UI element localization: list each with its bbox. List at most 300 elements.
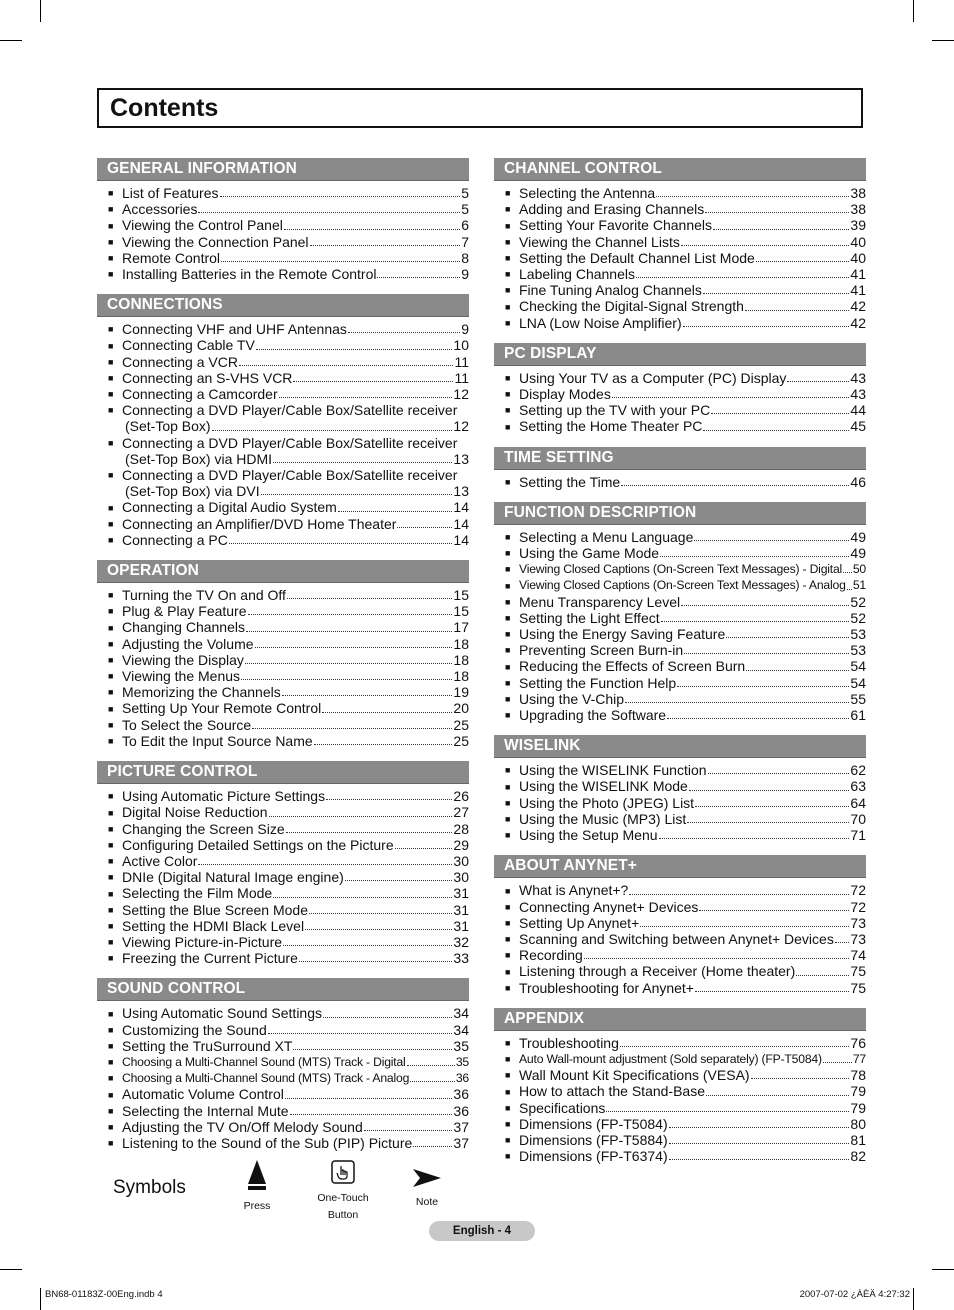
section-heading: APPENDIX	[494, 1008, 866, 1031]
dot-leader	[256, 349, 453, 350]
entry-label: Connecting a DVD Player/Cable Box/Satellite receiver	[122, 434, 458, 451]
toc-entry[interactable]	[494, 474, 866, 490]
dot-leader	[314, 744, 453, 745]
page-number: 27	[453, 804, 469, 821]
toc-entry[interactable]	[97, 499, 469, 515]
page-number: 63	[850, 778, 866, 795]
entry-label: Viewing Picture-in-Picture	[122, 933, 283, 950]
section-items	[97, 784, 469, 978]
toc-entry[interactable]	[97, 337, 469, 353]
toc-entry[interactable]	[97, 804, 469, 820]
toc-entry[interactable]	[97, 603, 469, 619]
toc-entry[interactable]	[494, 762, 866, 778]
entry-label: Selecting the Internal Mute	[122, 1102, 289, 1119]
page-number: 46	[850, 473, 866, 490]
dot-leader	[413, 1146, 452, 1147]
page-number: 38	[850, 201, 866, 218]
toc-entry[interactable]	[494, 915, 866, 931]
entry-label: Installing Batteries in the Remote Control	[122, 266, 377, 283]
bullet-square-icon: ■	[505, 421, 511, 432]
bullet-square-icon: ■	[505, 285, 511, 296]
crop-mark	[40, 0, 41, 22]
toc-entry[interactable]	[494, 778, 866, 794]
entry-label: Setting the Light Effect	[519, 609, 660, 626]
dot-leader	[246, 631, 452, 632]
toc-entry[interactable]	[97, 788, 469, 804]
page-number: 25	[453, 716, 469, 733]
page-number: 82	[850, 1148, 866, 1165]
dot-leader	[326, 799, 452, 800]
bullet-square-icon: ■	[108, 437, 114, 448]
entry-label: Automatic Volume Control	[122, 1086, 284, 1103]
dot-leader	[293, 381, 453, 382]
entry-label: Connecting Cable TV	[122, 337, 255, 354]
toc-entry[interactable]	[494, 963, 866, 979]
entry-label: Turning the TV On and Off	[122, 587, 286, 604]
toc-entry[interactable]	[97, 234, 469, 250]
toc-entry[interactable]	[494, 675, 866, 691]
page-number: 31	[453, 901, 469, 918]
bullet-square-icon: ■	[108, 703, 114, 714]
page-number: 25	[453, 732, 469, 749]
dot-leader	[726, 637, 849, 638]
bullet-square-icon: ■	[108, 220, 114, 231]
dot-leader	[787, 381, 849, 382]
page-number: 61	[850, 707, 866, 724]
toc-entry[interactable]	[97, 684, 469, 700]
dot-leader	[843, 572, 852, 573]
dot-leader	[823, 1062, 852, 1063]
bullet-square-icon: ■	[505, 405, 511, 416]
toc-entry[interactable]	[97, 321, 469, 337]
toc-entry[interactable]	[494, 931, 866, 947]
section-items	[494, 470, 866, 502]
section-heading: ABOUT ANYNET+	[494, 855, 866, 878]
toc-entry[interactable]	[494, 658, 866, 674]
dot-leader	[621, 485, 849, 486]
entry-label: Listening to the Sound of the Sub (PIP) Picture	[122, 1134, 413, 1151]
entry-label: Viewing Closed Captions (On-Screen Text Messages) - Digital	[519, 562, 843, 577]
bullet-square-icon: ■	[108, 655, 114, 666]
toc-entry[interactable]	[494, 1051, 866, 1067]
bullet-square-icon: ■	[108, 638, 114, 649]
page-number: 79	[850, 1083, 866, 1100]
toc-entry[interactable]	[97, 821, 469, 837]
entry-label: Choosing a Multi-Channel Sound (MTS) Track - Analog	[122, 1071, 410, 1086]
one-touch-button-icon	[331, 1160, 355, 1184]
dot-leader	[694, 540, 849, 541]
entry-label: Dimensions (FP-T6374)	[519, 1148, 668, 1165]
dot-leader	[667, 718, 849, 719]
toc-entry[interactable]	[494, 1132, 866, 1148]
toc-entry-continuation[interactable]	[97, 483, 469, 499]
dot-leader	[252, 728, 452, 729]
toc-section	[494, 1008, 866, 1177]
bullet-square-icon: ■	[505, 1054, 511, 1065]
entry-label: DNIe (Digital Natural Image engine)	[122, 869, 344, 886]
bullet-square-icon: ■	[108, 253, 114, 264]
dot-leader	[669, 1159, 850, 1160]
toc-entry[interactable]	[494, 250, 866, 266]
bullet-square-icon: ■	[505, 645, 511, 656]
toc-entry[interactable]	[494, 899, 866, 915]
toc-entry[interactable]	[494, 185, 866, 201]
bullet-square-icon: ■	[108, 687, 114, 698]
bullet-square-icon: ■	[505, 950, 511, 961]
page-number: 17	[453, 619, 469, 636]
toc-entry[interactable]	[494, 201, 866, 217]
toc-entry[interactable]	[97, 250, 469, 266]
dot-leader	[364, 1130, 453, 1131]
toc-entry[interactable]	[97, 185, 469, 201]
bullet-square-icon: ■	[505, 797, 511, 808]
toc-entry[interactable]	[97, 587, 469, 603]
entry-label: Auto Wall-mount adjustment (Sold separately) (FP-T5084)	[519, 1051, 822, 1066]
bullet-square-icon: ■	[505, 236, 511, 247]
entry-label: Using Automatic Picture Settings	[122, 788, 326, 805]
page-number: 8	[461, 249, 469, 266]
toc-entry[interactable]	[97, 1070, 469, 1086]
toc-section	[97, 294, 469, 560]
page-number: 76	[850, 1034, 866, 1051]
entry-label: Viewing the Menus	[122, 668, 241, 685]
dot-leader	[283, 945, 452, 946]
toc-entry[interactable]	[494, 626, 866, 642]
entry-label: To Edit the Input Source Name	[122, 732, 313, 749]
page-number: 49	[850, 545, 866, 562]
toc-entry[interactable]	[494, 298, 866, 314]
toc-entry[interactable]	[494, 561, 866, 577]
entry-label: Viewing Closed Captions (On-Screen Text Messages) - Analog	[519, 578, 846, 593]
bullet-square-icon: ■	[505, 373, 511, 384]
page-number: 11	[454, 369, 469, 386]
bullet-square-icon: ■	[505, 1037, 511, 1048]
toc-entry[interactable]	[494, 529, 866, 545]
page-number: 31	[453, 885, 469, 902]
toc-entry[interactable]	[494, 642, 866, 658]
page-number: 30	[453, 869, 469, 886]
entry-label: Viewing the Connection Panel	[122, 233, 309, 250]
file-info: BN68-01183Z-00Eng.indb 4	[45, 1289, 163, 1300]
page-number: 52	[850, 609, 866, 626]
dot-leader	[273, 462, 452, 463]
toc-section	[494, 158, 866, 343]
toc-entry[interactable]	[494, 980, 866, 996]
bullet-square-icon: ■	[505, 1118, 511, 1129]
toc-entry[interactable]	[494, 1148, 866, 1164]
dot-leader	[287, 598, 452, 599]
page-number: 12	[453, 418, 469, 435]
page-number: 70	[850, 810, 866, 827]
toc-entry[interactable]	[97, 1038, 469, 1054]
toc-entry[interactable]	[97, 1022, 469, 1038]
toc-entry[interactable]	[97, 201, 469, 217]
toc-entry[interactable]	[97, 934, 469, 950]
toc-entry[interactable]	[97, 1086, 469, 1102]
entry-label: Adjusting the Volume	[122, 635, 254, 652]
bullet-square-icon: ■	[505, 966, 511, 977]
toc-entry[interactable]	[494, 707, 866, 723]
toc-entry[interactable]	[97, 853, 469, 869]
note-symbol	[407, 1168, 447, 1211]
entry-label: Plug & Play Feature	[122, 603, 247, 620]
toc-entry[interactable]	[97, 636, 469, 652]
toc-entry[interactable]	[97, 1119, 469, 1135]
toc-entry[interactable]	[97, 467, 469, 483]
note-label: Note	[415, 1196, 439, 1208]
page-number: 79	[850, 1099, 866, 1116]
entry-label: Connecting an Amplifier/DVD Home Theater	[122, 515, 397, 532]
page-number: 77	[852, 1051, 866, 1066]
bullet-square-icon: ■	[108, 204, 114, 215]
page-number: 30	[453, 852, 469, 869]
page-number: 31	[453, 917, 469, 934]
dot-leader	[323, 1017, 452, 1018]
toc-entry[interactable]	[97, 902, 469, 918]
toc-entry[interactable]	[97, 668, 469, 684]
dot-leader	[305, 929, 452, 930]
bullet-square-icon: ■	[505, 814, 511, 825]
bullet-square-icon: ■	[108, 1024, 114, 1035]
toc-entry[interactable]	[97, 516, 469, 532]
dot-leader	[706, 1095, 849, 1096]
entry-label: Recording	[519, 947, 583, 964]
bullet-square-icon: ■	[108, 389, 114, 400]
entry-label: Menu Transparency Level	[519, 593, 681, 610]
entry-label: Connecting a Digital Audio System	[122, 499, 337, 516]
entry-label: How to attach the Stand-Base	[519, 1083, 705, 1100]
dot-leader	[689, 790, 850, 791]
entry-label: Customizing the Sound	[122, 1021, 267, 1038]
page-number: 37	[453, 1118, 469, 1135]
toc-entry[interactable]	[97, 370, 469, 386]
symbols-legend	[113, 1160, 453, 1230]
toc-entry[interactable]	[494, 282, 866, 298]
bullet-square-icon: ■	[108, 1073, 114, 1084]
toc-entry[interactable]	[97, 652, 469, 668]
toc-entry[interactable]	[97, 950, 469, 966]
bullet-square-icon: ■	[505, 1135, 511, 1146]
page-number: 15	[453, 587, 469, 604]
toc-entry[interactable]	[494, 1083, 866, 1099]
toc-entry[interactable]	[494, 610, 866, 626]
toc-entry[interactable]	[494, 947, 866, 963]
bullet-square-icon: ■	[505, 188, 511, 199]
toc-section	[494, 735, 866, 855]
toc-entry[interactable]	[97, 217, 469, 233]
section-heading: TIME SETTING	[494, 447, 866, 470]
section-heading: PC DISPLAY	[494, 343, 866, 366]
entry-label: List of Features	[122, 185, 219, 201]
toc-entry[interactable]	[97, 869, 469, 885]
toc-entry[interactable]	[494, 795, 866, 811]
toc-entry[interactable]	[494, 1035, 866, 1051]
toc-entry[interactable]	[494, 811, 866, 827]
bullet-square-icon: ■	[108, 373, 114, 384]
toc-entry[interactable]	[97, 837, 469, 853]
bullet-square-icon: ■	[108, 872, 114, 883]
toc-entry[interactable]	[97, 354, 469, 370]
dot-leader	[636, 277, 849, 278]
section-heading: FUNCTION DESCRIPTION	[494, 502, 866, 525]
dot-leader	[661, 621, 850, 622]
page-number: 13	[453, 450, 469, 467]
dot-leader	[695, 806, 849, 807]
toc-entry[interactable]	[97, 402, 469, 418]
toc-entry-continuation[interactable]	[97, 418, 469, 434]
bullet-square-icon: ■	[505, 204, 511, 215]
entry-label: Remote Control	[122, 249, 221, 266]
dot-leader	[299, 961, 453, 962]
crop-mark	[932, 40, 954, 41]
crop-mark	[0, 1269, 22, 1270]
toc-entry[interactable]	[494, 402, 866, 418]
dot-leader	[625, 702, 849, 703]
toc-entry[interactable]	[97, 1103, 469, 1119]
page-number: 78	[850, 1067, 866, 1084]
entry-label: Accessories	[122, 201, 198, 218]
press-icon	[246, 1160, 268, 1192]
bullet-square-icon: ■	[108, 269, 114, 280]
entry-label: Adjusting the TV On/Off Melody Sound	[122, 1118, 363, 1135]
toc-entry[interactable]	[494, 882, 866, 898]
toc-entry[interactable]	[494, 545, 866, 561]
toc-entry[interactable]	[494, 315, 866, 331]
entry-label: Freezing the Current Picture	[122, 950, 298, 967]
bullet-square-icon: ■	[505, 389, 511, 400]
toc-entry[interactable]	[97, 266, 469, 282]
bullet-square-icon: ■	[108, 671, 114, 682]
entry-label: Active Color	[122, 852, 198, 869]
section-heading: PICTURE CONTROL	[97, 761, 469, 784]
page-number: 18	[453, 635, 469, 652]
entry-label: Setting Your Favorite Channels	[519, 217, 713, 234]
page-number: 64	[850, 794, 866, 811]
toc-entry[interactable]	[494, 266, 866, 282]
dot-leader	[284, 229, 460, 230]
page-number: 43	[850, 369, 866, 386]
toc-entry[interactable]	[97, 1135, 469, 1151]
bullet-square-icon: ■	[505, 1086, 511, 1097]
entry-label: Viewing the Display	[122, 651, 244, 668]
section-heading: SOUND CONTROL	[97, 978, 469, 1001]
page-number: 19	[453, 684, 469, 701]
bullet-square-icon: ■	[505, 613, 511, 624]
dot-leader	[338, 511, 453, 512]
toc-entry[interactable]	[97, 717, 469, 733]
bullet-square-icon: ■	[505, 982, 511, 993]
dot-leader	[407, 1065, 455, 1066]
toc-entry[interactable]	[97, 885, 469, 901]
toc-entry[interactable]	[494, 1100, 866, 1116]
page-title: Contents	[110, 94, 219, 122]
bullet-square-icon: ■	[505, 253, 511, 264]
bullet-square-icon: ■	[505, 901, 511, 912]
bullet-square-icon: ■	[505, 710, 511, 721]
toc-entry[interactable]	[494, 691, 866, 707]
toc-entry[interactable]	[494, 418, 866, 434]
dot-leader	[248, 614, 453, 615]
dot-leader	[711, 413, 849, 414]
page-number: 75	[850, 963, 866, 980]
entry-label: Setting the Time	[519, 473, 621, 490]
dot-leader	[681, 605, 849, 606]
entry-label: Scanning and Switching between Anynet+ Devices	[519, 930, 834, 947]
section-heading: OPERATION	[97, 560, 469, 583]
bullet-square-icon: ■	[505, 1070, 511, 1081]
dot-leader	[746, 670, 849, 671]
dot-leader	[620, 1046, 850, 1047]
toc-section	[494, 343, 866, 447]
toc-entry[interactable]	[97, 1005, 469, 1021]
entry-label: Using the Setup Menu	[519, 827, 658, 844]
toc-section	[97, 560, 469, 761]
dot-leader	[606, 1111, 849, 1112]
bullet-square-icon: ■	[505, 269, 511, 280]
page-number: 10	[453, 337, 469, 354]
dot-leader	[239, 365, 454, 366]
bullet-square-icon: ■	[505, 317, 511, 328]
page-number: 32	[453, 933, 469, 950]
bullet-square-icon: ■	[505, 677, 511, 688]
entry-label: Digital Noise Reduction	[122, 804, 268, 821]
bullet-square-icon: ■	[108, 904, 114, 915]
toc-entry[interactable]	[494, 370, 866, 386]
dot-leader	[221, 261, 460, 262]
toc-entry[interactable]	[97, 1054, 469, 1070]
toc-entry[interactable]	[97, 532, 469, 548]
dot-leader	[640, 926, 849, 927]
dot-leader	[681, 245, 850, 246]
toc-entry[interactable]	[494, 386, 866, 402]
toc-entry[interactable]	[494, 594, 866, 610]
toc-entry[interactable]	[97, 386, 469, 402]
toc-entry[interactable]	[494, 217, 866, 233]
page-number: 81	[850, 1131, 866, 1148]
toc-entry[interactable]	[494, 577, 866, 593]
entry-label: Configuring Detailed Settings on the Picture	[122, 836, 394, 853]
page-number: 14	[453, 515, 469, 532]
bullet-square-icon: ■	[505, 596, 511, 607]
page-number: 11	[454, 353, 469, 370]
toc-entry[interactable]	[97, 435, 469, 451]
toc-entry[interactable]	[494, 1116, 866, 1132]
toc-entry[interactable]	[97, 700, 469, 716]
entry-label: Using the Game Mode	[519, 545, 660, 562]
page-number: 53	[850, 642, 866, 659]
entry-label-continuation: (Set-Top Box) via DVI	[125, 483, 260, 500]
toc-entry[interactable]	[97, 733, 469, 749]
section-heading: WISELINK	[494, 735, 866, 758]
page-number: 34	[453, 1005, 469, 1022]
entry-label: Troubleshooting	[519, 1034, 619, 1051]
toc-entry[interactable]	[494, 1067, 866, 1083]
bullet-square-icon: ■	[108, 888, 114, 899]
bullet-square-icon: ■	[108, 324, 114, 335]
toc-entry[interactable]	[97, 619, 469, 635]
toc-entry[interactable]	[494, 234, 866, 250]
dot-leader	[245, 663, 453, 664]
section-items	[97, 583, 469, 761]
toc-entry-continuation[interactable]	[97, 451, 469, 467]
toc-entry[interactable]	[97, 918, 469, 934]
toc-section	[494, 502, 866, 735]
toc-entry[interactable]	[494, 827, 866, 843]
entry-label: Setting the TruSurround XT	[122, 1037, 293, 1054]
toc-section	[494, 447, 866, 502]
entry-label: Fine Tuning Analog Channels	[519, 282, 702, 299]
dot-leader	[629, 894, 849, 895]
